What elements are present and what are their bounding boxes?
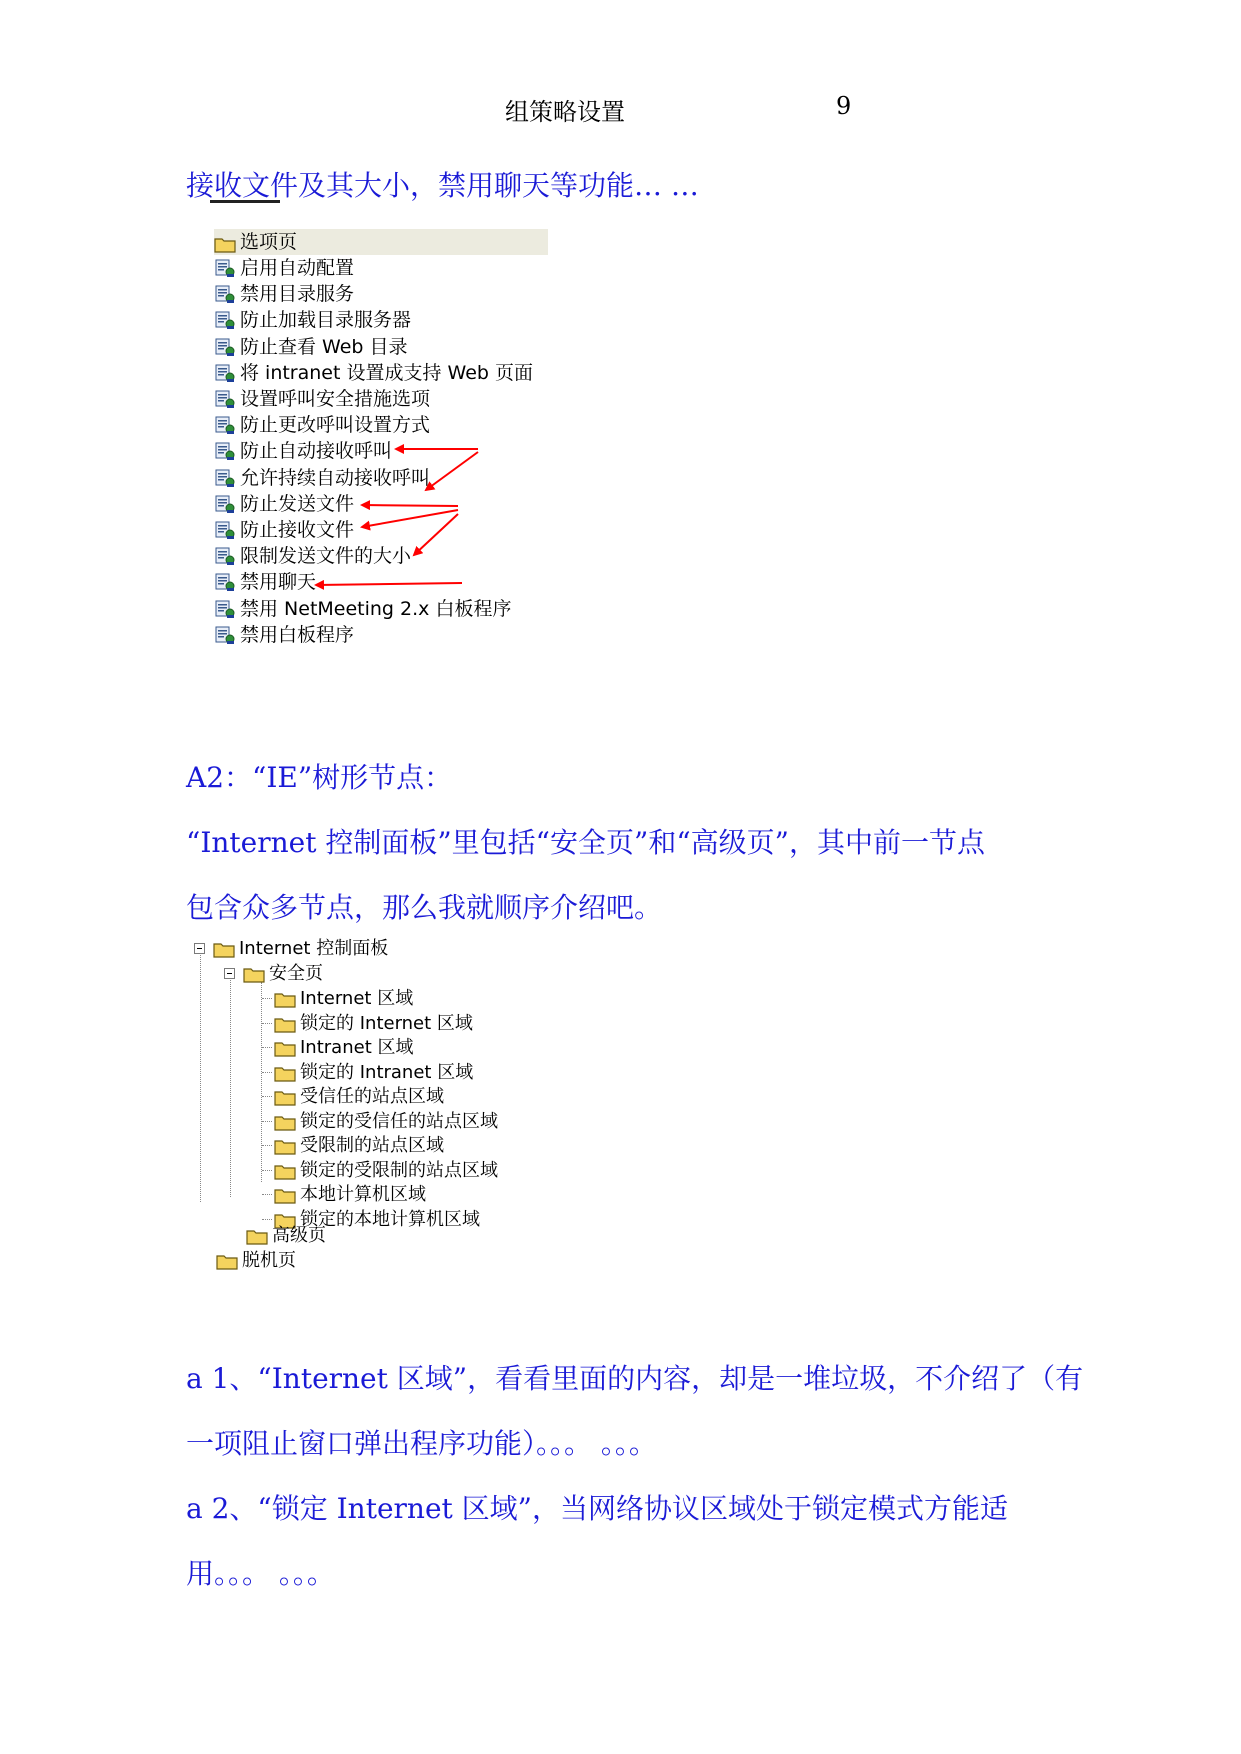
policy-item-label: 启用自动配置 — [240, 257, 355, 279]
tree-node-zone[interactable] — [274, 1133, 444, 1158]
tree-node-label: Internet 区域 — [300, 988, 414, 1009]
tree-node-label: 本地计算机区域 — [300, 1184, 426, 1205]
folder-icon — [246, 1227, 268, 1244]
tree-node-label: 锁定的受限制的站点区域 — [300, 1159, 498, 1181]
intro-text: 接收文件及其大小，禁用聊天等功能… … — [186, 169, 699, 202]
tree-node-zone[interactable] — [274, 1182, 426, 1207]
folder-icon — [216, 1252, 238, 1269]
tree-node-zone[interactable] — [274, 986, 413, 1011]
arrow-5 — [414, 514, 458, 555]
policy-item-label: 禁用聊天 — [240, 571, 317, 594]
section-a2-paragraph-line2: 包含众多节点，那么我就顺序介绍吧。 — [186, 891, 663, 924]
tree-node-zone[interactable] — [274, 1060, 473, 1085]
policy-item-label: 禁用 NetMeeting 2.x 白板程序 — [240, 597, 512, 620]
policy-item-label: 防止发送文件 — [240, 492, 355, 515]
folder-icon — [274, 1162, 296, 1179]
tree-node-label: 锁定的受信任的站点区域 — [300, 1110, 498, 1132]
tree-node-zone[interactable] — [274, 1109, 498, 1134]
tree-root-label: Internet 控制面板 — [239, 938, 389, 959]
tree-node-label: 锁定的 Intranet 区域 — [300, 1061, 474, 1083]
tree-root[interactable] — [194, 936, 388, 961]
tree-node-security-page[interactable] — [224, 961, 323, 986]
section-a1-line1: a 1、“Internet 区域”，看看里面的内容，却是一堆垃圾，不介绍了（有 — [186, 1362, 1084, 1395]
tree-node-label: 高级页 — [272, 1225, 326, 1246]
section-a2-item-line1: a 2、“锁定 Internet 区域”，当网络协议区域处于锁定模式方能适 — [186, 1492, 1008, 1525]
section-a2-item-line2: 用。。。 。。。 — [186, 1557, 335, 1590]
folder-icon — [274, 1015, 296, 1032]
folder-icon — [213, 940, 235, 957]
folder-icon — [243, 965, 265, 982]
tree-node-label: 锁定的本地计算机区域 — [300, 1208, 480, 1230]
arrow-4 — [362, 510, 458, 527]
arrow-3 — [362, 505, 458, 506]
policy-item-label: 防止加载目录服务器 — [240, 309, 412, 332]
section-a2-heading: A2：“IE”树形节点： — [186, 761, 453, 794]
folder-label: 选项页 — [240, 231, 298, 253]
tree-node-label: 受限制的站点区域 — [300, 1135, 444, 1156]
tree-node-label: 受信任的站点区域 — [300, 1086, 444, 1107]
header-title: 组策略设置 — [505, 98, 625, 126]
tree-node-label: 脱机页 — [242, 1250, 296, 1271]
folder-icon — [274, 1186, 296, 1203]
tree-node-offline-page[interactable] — [216, 1248, 296, 1273]
folder-icon — [274, 1113, 296, 1130]
section-a1-line2: 一项阻止窗口弹出程序功能）。。。 。。。 — [186, 1427, 657, 1460]
arrow-6 — [316, 583, 462, 585]
folder-icon — [274, 1137, 296, 1154]
tree-node-advanced-page[interactable] — [246, 1223, 326, 1248]
tree-node-label: Intranet 区域 — [300, 1037, 414, 1058]
tree-node-zone[interactable] — [274, 1011, 473, 1036]
policy-item-label: 允许持续自动接收呼叫 — [240, 466, 431, 489]
tree-node-label: 锁定的 Internet 区域 — [300, 1012, 473, 1034]
arrow-2 — [426, 452, 478, 490]
page-number: 9 — [836, 92, 852, 120]
tree-node-zone[interactable] — [274, 1035, 413, 1060]
folder-icon — [274, 990, 296, 1007]
policy-item-label: 设置呼叫安全措施选项 — [240, 388, 431, 410]
folder-icon — [274, 1039, 296, 1056]
collapse-icon[interactable] — [224, 968, 235, 979]
policy-item-label: 防止接收文件 — [240, 519, 355, 541]
policy-item-label: 限制发送文件的大小 — [240, 545, 412, 568]
policy-item-label: 将 intranet 设置成支持 Web 页面 — [240, 361, 533, 384]
section-a2-paragraph-line1: “Internet 控制面板”里包括“安全页”和“高级页”，其中前一节点 — [186, 826, 985, 859]
collapse-icon[interactable] — [194, 943, 205, 954]
policy-item-label: 防止更改呼叫设置方式 — [240, 414, 431, 437]
tree-node-zone[interactable] — [274, 1084, 444, 1109]
policy-item-label: 禁用白板程序 — [240, 623, 355, 646]
policy-item-label: 防止查看 Web 目录 — [240, 335, 408, 358]
tree-node-zone[interactable] — [274, 1158, 498, 1183]
policy-item-label: 防止自动接收呼叫 — [240, 440, 393, 463]
folder-icon — [274, 1088, 296, 1105]
policy-item-label: 禁用目录服务 — [240, 283, 355, 306]
folder-icon — [274, 1064, 296, 1081]
tree-node-label: 安全页 — [269, 963, 323, 984]
